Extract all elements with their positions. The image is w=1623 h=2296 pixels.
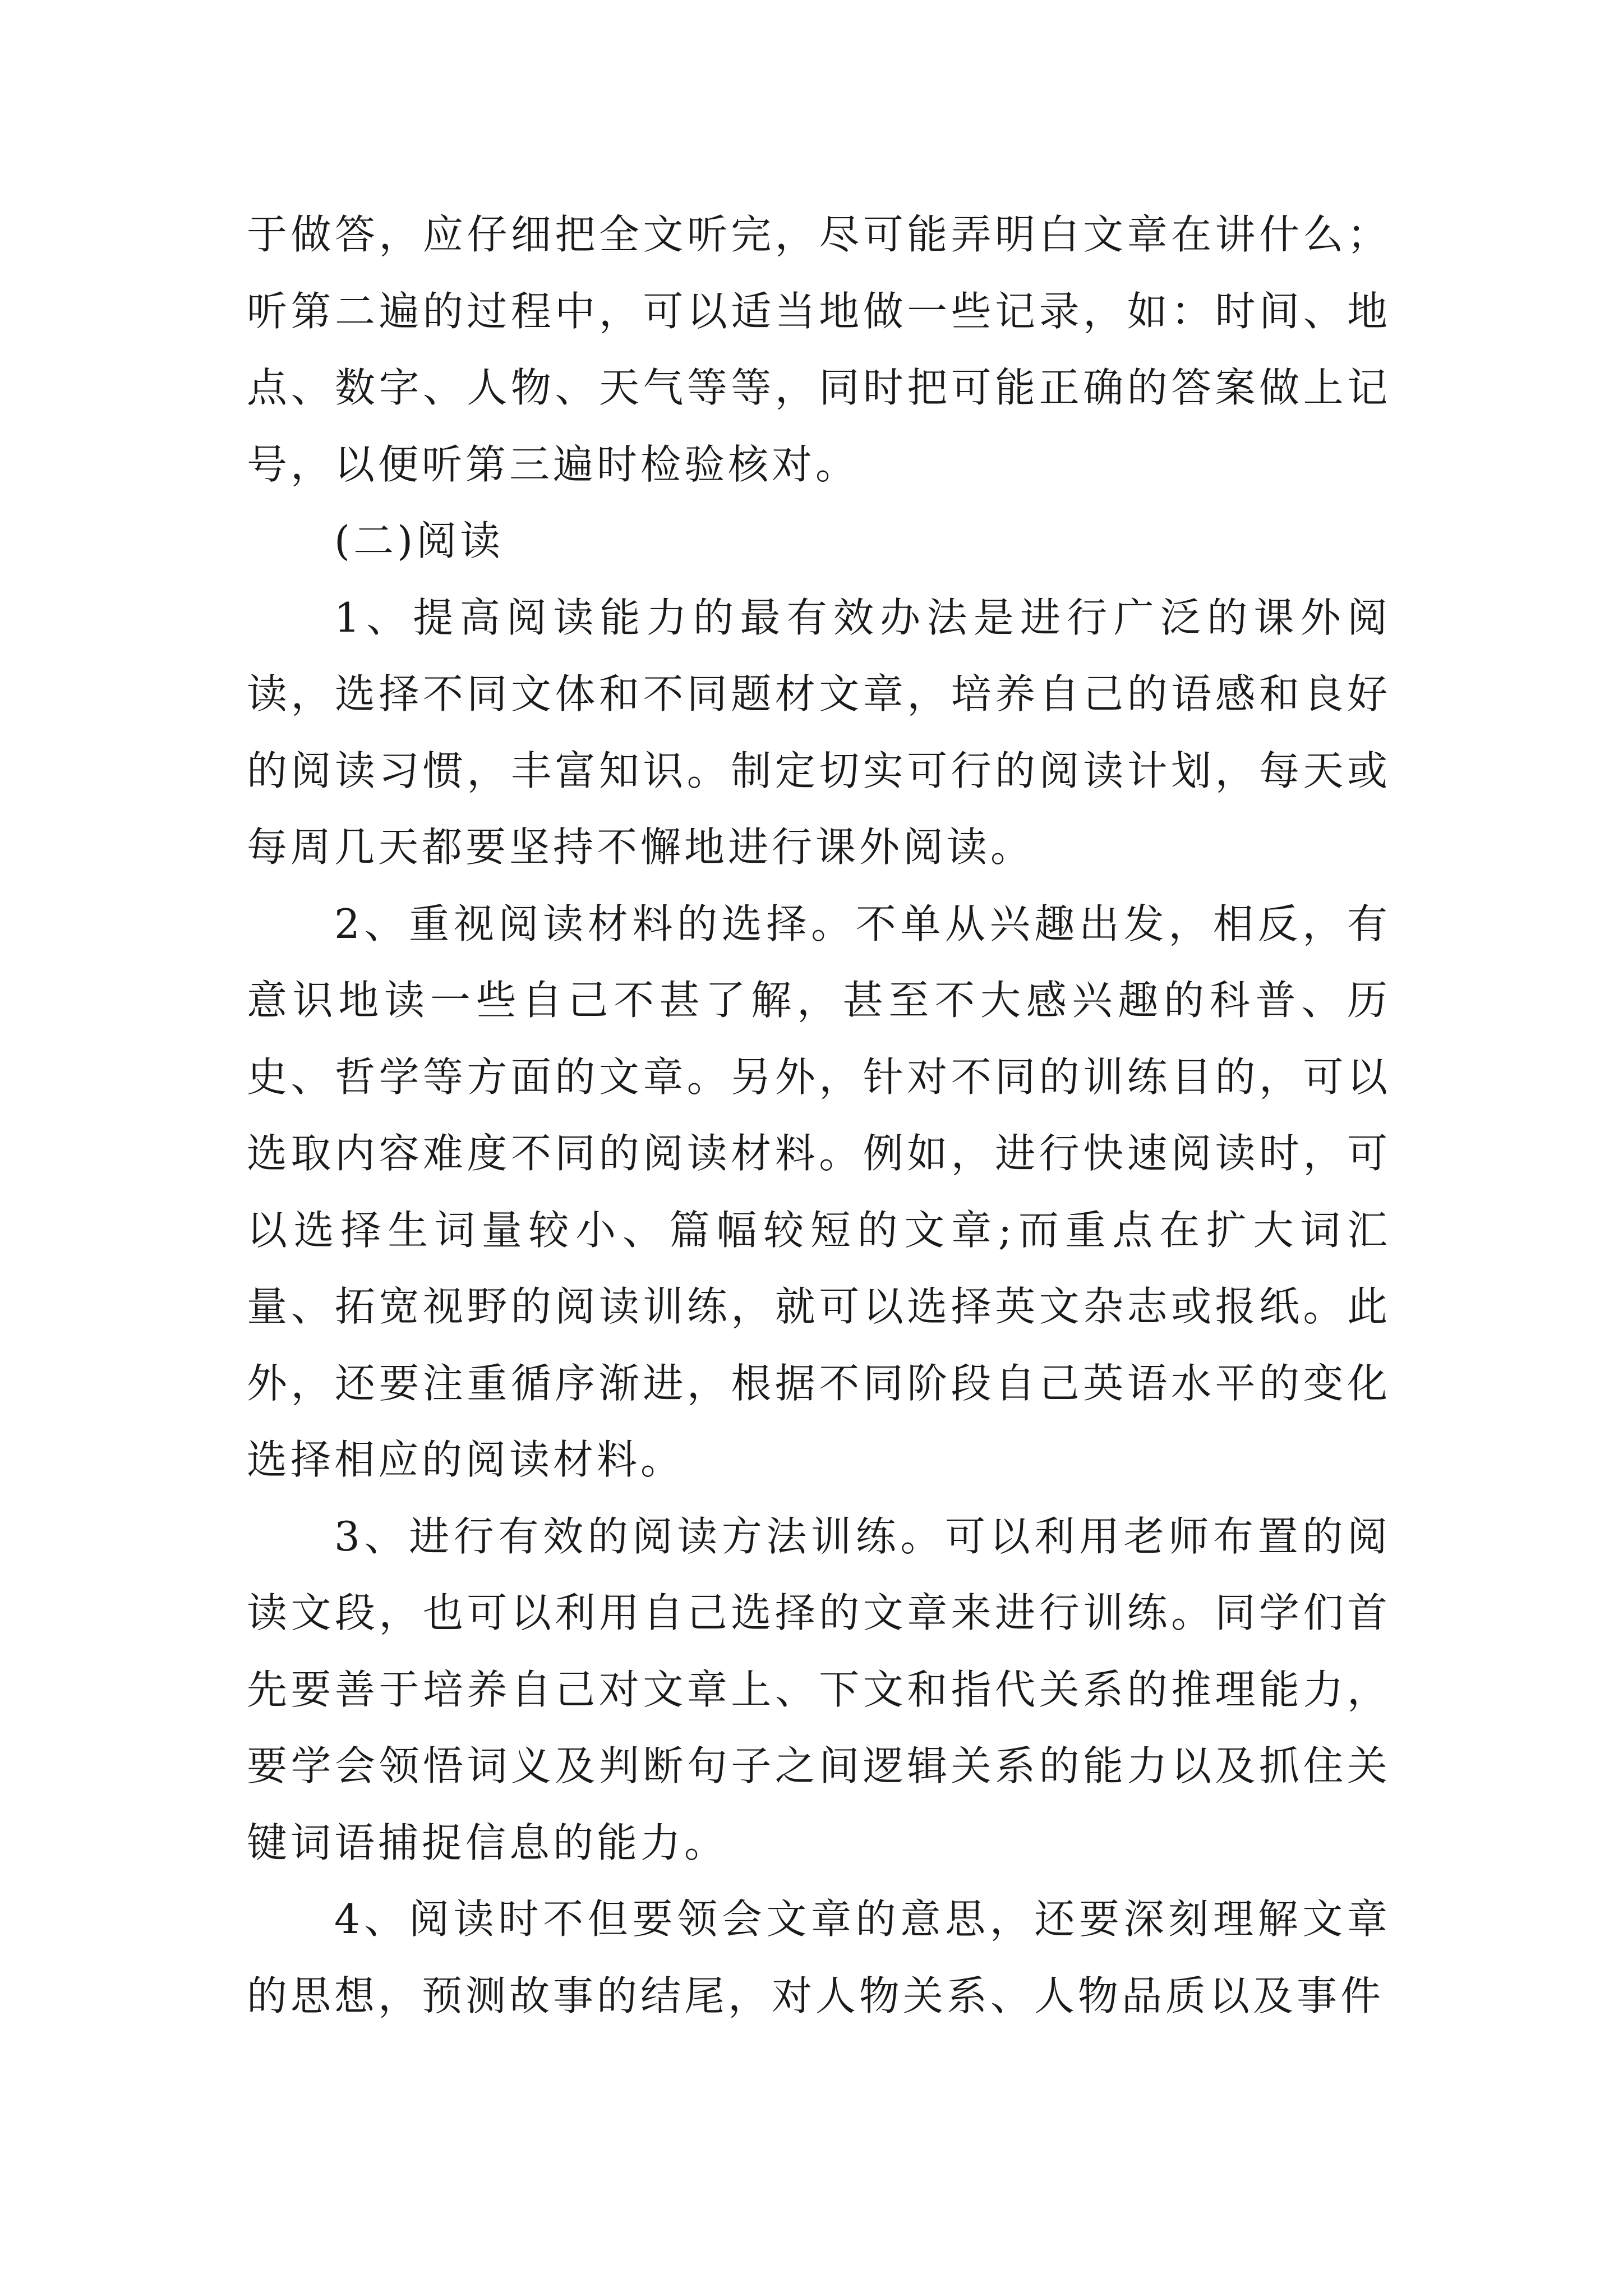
paragraph-listening-continued: 于做答，应仔细把全文听完，尽可能弄明白文章在讲什么；听第二遍的过程中，可以适当地做一些记录，如：时间、地点、数字、人物、天气等等，同时把可能正确的答案做上记号，以便听第三遍时检验核对。 <box>247 211 1391 488</box>
paragraph-reading-2: 2、重视阅读材料的选择。不单从兴趣出发，相反，有意识地读一些自己不甚了解，甚至不大感兴趣的科普、历史、哲学等方面的文章。另外，针对不同的训练目的，可以选取内容难度不同的阅读材料。例如，进行快速阅读时，可以选择生词量较小、篇幅较短的文章;而重点在扩大词汇量、拓宽视野的阅读训练，就可以选择英文杂志或报纸。此外，还要注重循序渐进，根据不同阶段自己英语水平的变化选择相应的阅读材料。 <box>247 900 1391 1483</box>
paragraph-reading-1: 1、提高阅读能力的最有效办法是进行广泛的课外阅读，选择不同文体和不同题材文章，培养自己的语感和良好的阅读习惯，丰富知识。制定切实可行的阅读计划，每天或每周几天都要坚持不懈地进行课外阅读。 <box>247 593 1391 871</box>
body-text <box>247 196 1391 2034</box>
paragraph-reading-4: 4、阅读时不但要领会文章的意思，还要深刻理解文章的思想，预测故事的结尾，对人物关系、人物品质以及事件 <box>247 1895 1391 2019</box>
section-heading-reading: (二)阅读 <box>334 517 504 564</box>
paragraph-reading-3: 3、进行有效的阅读方法训练。可以利用老师布置的阅读文段，也可以利用自己选择的文章来进行训练。同学们首先要善于培养自己对文章上、下文和指代关系的推理能力，要学会领悟词义及判断句子之间逻辑关系的能力以及抓住关键词语捕捉信息的能力。 <box>247 1512 1391 1866</box>
